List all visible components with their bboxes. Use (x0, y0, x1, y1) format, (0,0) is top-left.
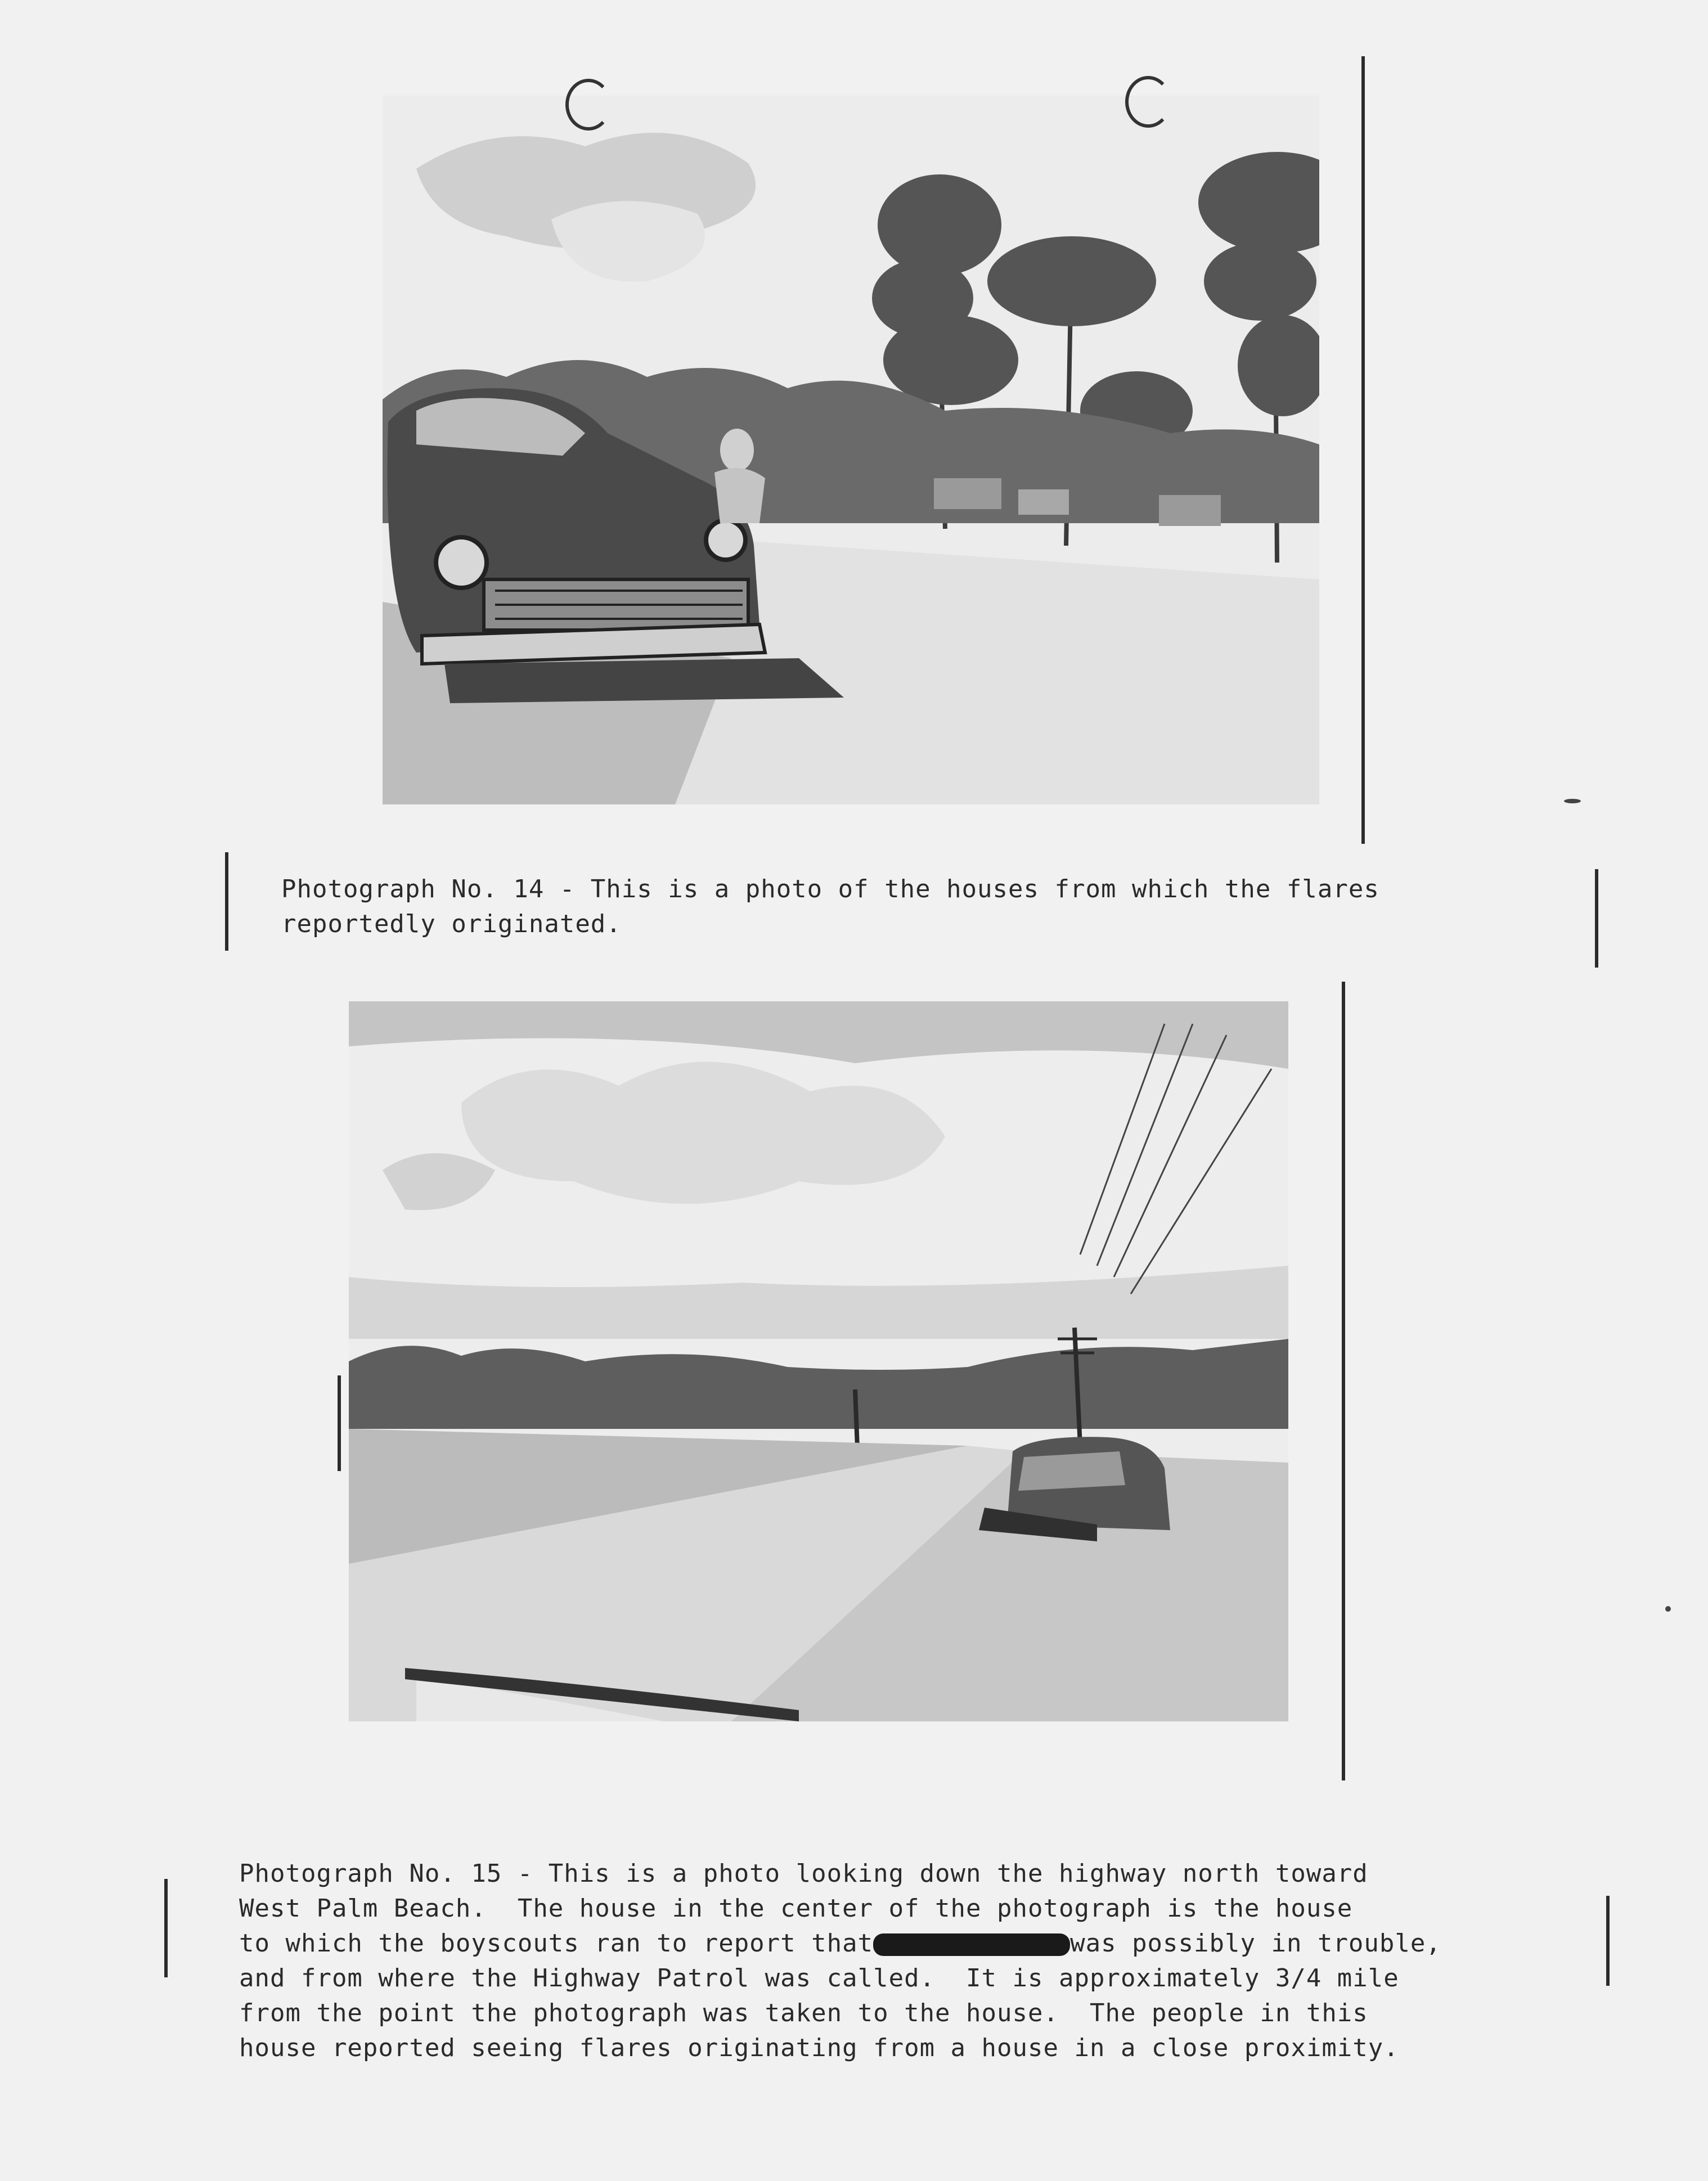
stray-mark (1665, 1606, 1671, 1612)
photograph-15 (349, 1001, 1288, 1721)
caption-14-left-bracket (225, 852, 228, 951)
stray-mark (1564, 799, 1581, 803)
caption-15-right-bracket (1606, 1896, 1610, 1986)
caption-15-line-1: Photograph No. 15 - This is a photo looking down the highway north toward (239, 1859, 1368, 1888)
photo-14-image (383, 96, 1319, 804)
photo-15-caption (239, 1856, 1441, 2066)
caption-15-line-6: house reported seeing flares originating from a house in a close proximity. (239, 2034, 1399, 2062)
caption-14-right-bracket (1595, 869, 1598, 968)
photograph-14 (383, 96, 1319, 804)
caption-15-line-3b: was possibly in trouble, (1070, 1929, 1441, 1958)
caption-15-left-bracket (164, 1879, 168, 1977)
caption-14-line-2: reportedly originated. (281, 910, 622, 938)
photo-14-right-edge (1361, 56, 1365, 844)
caption-15-line-2: West Palm Beach. The house in the center of the photograph is the house (239, 1894, 1353, 1923)
caption-15-line-5: from the point the photograph was taken to the house. The people in this (239, 1999, 1368, 2027)
redaction-bar (873, 1933, 1070, 1956)
photo-15-right-edge (1342, 982, 1345, 1780)
binder-hole-left (565, 79, 612, 131)
caption-15-line-4: and from where the Highway Patrol was called. It is approximately 3/4 mile (239, 1964, 1399, 1993)
caption-15-line-3a: to which the boyscouts ran to report that (239, 1929, 874, 1958)
photo-15-left-edge-mark (338, 1375, 341, 1471)
caption-14-line-1: Photograph No. 14 - This is a photo of the houses from which the flares (281, 875, 1379, 903)
binder-hole-right (1125, 76, 1171, 128)
photo-14-caption (281, 872, 1379, 942)
photo-15-image (349, 1001, 1288, 1721)
